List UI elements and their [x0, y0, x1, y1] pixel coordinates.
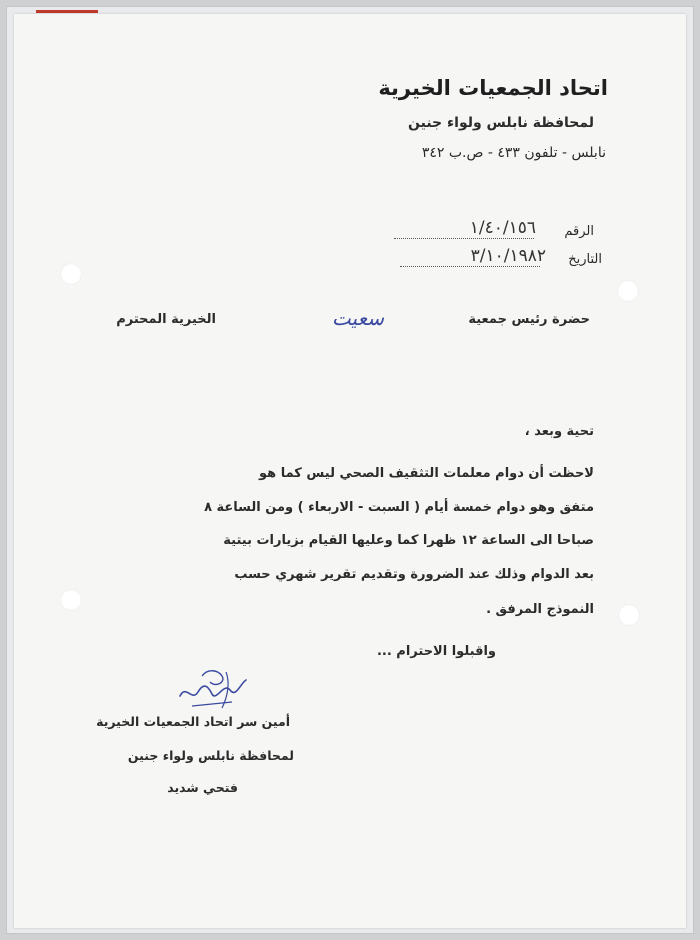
- org-governorate: لمحافظة نابلس ولواء جنين: [408, 115, 594, 131]
- date-value: ٣/١٠/١٩٨٢: [470, 246, 546, 266]
- handwritten-signature: [172, 662, 252, 722]
- signature-governorate: لمحافظة نابلس ولواء جنين: [127, 748, 294, 763]
- punch-hole: [618, 604, 640, 626]
- date-underline: [400, 266, 540, 267]
- letter-page: [14, 14, 686, 928]
- greeting: تحية وبعد ،: [524, 424, 594, 439]
- org-name: اتحاد الجمعيات الخيرية: [378, 76, 608, 100]
- body-line: متفق وهو دوام خمسة أيام ( السبت - الاربعاء ) ومن الساعة ٨: [204, 500, 594, 515]
- org-address: نابلس - تلفون ٤٣٣ - ص.ب ٣٤٢: [421, 145, 606, 161]
- signature-name: فتحي شديد: [167, 780, 238, 795]
- ref-label: الرقم: [564, 224, 594, 239]
- addressee-suffix: الخيرية المحترم: [116, 312, 216, 327]
- punch-hole: [60, 589, 82, 611]
- closing: واقبلوا الاحترام ...: [376, 644, 496, 659]
- body-line: النموذج المرفق .: [486, 602, 594, 617]
- ref-underline: [394, 238, 534, 239]
- addressee-prefix: حضرة رئيس جمعية: [468, 312, 590, 327]
- body-line: بعد الدوام وذلك عند الضرورة وتقديم تقرير شهري حسب: [234, 567, 594, 582]
- body-line: لاحظت أن دوام معلمات التثقيف الصحي ليس كما هو: [259, 466, 594, 481]
- red-mark: [36, 10, 98, 13]
- body-line: صباحا الى الساعة ١٢ ظهرا كما وعليها القيام بزيارات بيتية: [223, 533, 594, 548]
- ref-value: ١/٤٠/١٥٦: [469, 218, 536, 238]
- punch-hole: [60, 263, 82, 285]
- association-name-handwritten: سعيت: [331, 306, 384, 330]
- signature-title: أمين سر اتحاد الجمعيات الخيرية: [96, 714, 290, 729]
- punch-hole: [617, 280, 639, 302]
- date-label: التاريخ: [568, 252, 602, 267]
